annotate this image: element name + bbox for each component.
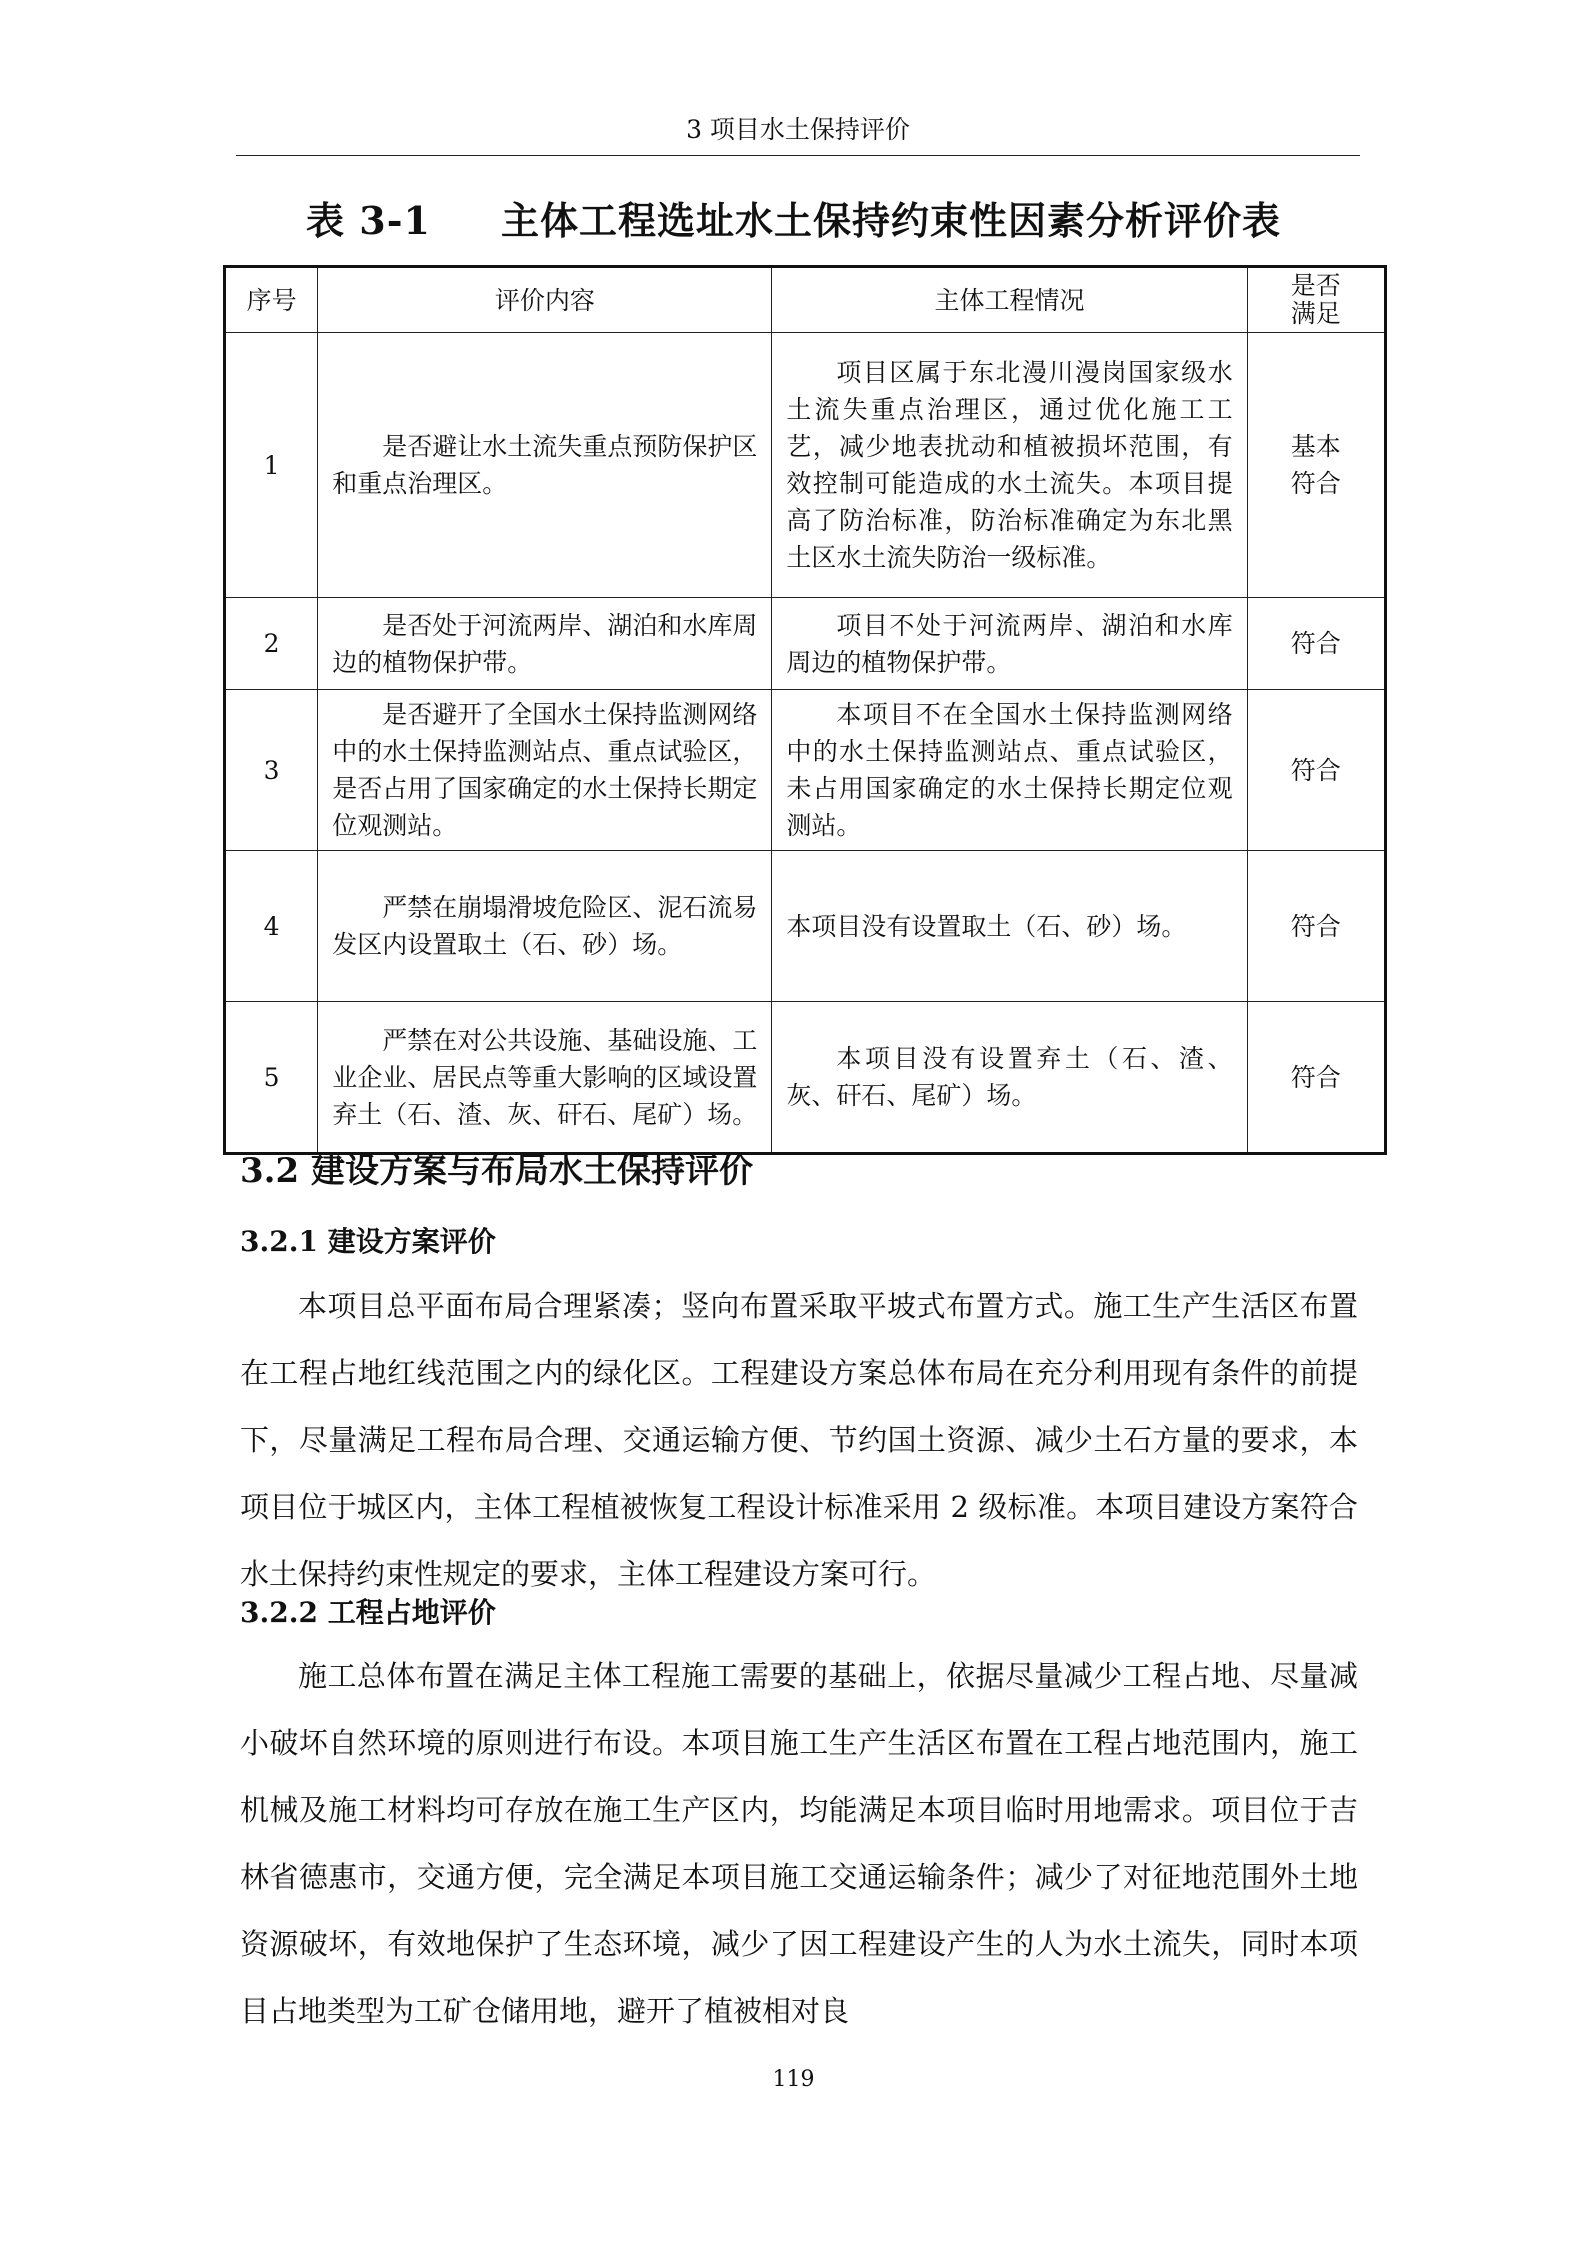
row-no: 3: [225, 690, 318, 851]
header-no: 序号: [225, 267, 318, 333]
row-result: 符合: [1247, 1002, 1385, 1154]
section-heading-3-2-1: 3.2.1 建设方案评价: [240, 1225, 496, 1258]
row-content: 是否避开了全国水土保持监测网络中的水土保持监测站点、重点试验区，是否占用了国家确定的水土保持长期定位观测站。: [318, 690, 772, 851]
row-no: 2: [225, 598, 318, 690]
section-heading-3-2-2: 3.2.2 工程占地评价: [240, 1596, 496, 1629]
row-status: 本项目没有设置取土（石、砂）场。: [772, 851, 1247, 1002]
table-caption: 主体工程选址水土保持约束性因素分析评价表: [500, 198, 1281, 243]
table-header-row: [225, 267, 1386, 333]
row-status: 项目区属于东北漫川漫岗国家级水土流失重点治理区，通过优化施工工艺，减少地表扰动和植被损坏范围，有效控制可能造成的水土流失。本项目提高了防治标准，防治标准确定为东北黑土区水土流失防治一级标准。: [772, 333, 1247, 598]
row-no: 4: [225, 851, 318, 1002]
paragraph-land-occupation: 施工总体布置在满足主体工程施工需要的基础上，依据尽量减少工程占地、尽量减小破坏自然环境的原则进行布设。本项目施工生产生活区布置在工程占地范围内，施工机械及施工材料均可存放在施工生产区内，均能满足本项目临时用地需求。项目位于吉林省德惠市，交通方便，完全满足本项目施工交通运输条件；减少了对征地范围外土地资源破坏，有效地保护了生态环境，减少了因工程建设产生的人为水土流失，同时本项目占地类型为工矿仓储用地，避开了植被相对良: [240, 1659, 1358, 2028]
table-row: [225, 851, 1386, 1002]
row-no: 1: [225, 333, 318, 598]
table-row: [225, 1002, 1386, 1154]
paragraph-construction-plan: 本项目总平面布局合理紧凑；竖向布置采取平坡式布置方式。施工生产生活区布置在工程占地红线范围之内的绿化区。工程建设方案总体布局在充分利用现有条件的前提下，尽量满足工程布局合理、交通运输方便、节约国土资源、减少土石方量的要求，本项目位于城区内，主体工程植被恢复工程设计标准采用 2 级标准。本项目建设方案符合水土保持约束性规定的要求，主体工程建设方案可行。: [240, 1289, 1358, 1591]
table-row: [225, 333, 1386, 598]
row-status: 项目不处于河流两岸、湖泊和水库周边的植物保护带。: [772, 598, 1247, 690]
table-title: [0, 190, 1587, 245]
header-status: 主体工程情况: [772, 267, 1247, 333]
section-heading-3-2: 3.2 建设方案与布局水土保持评价: [240, 1151, 753, 1191]
row-result: 符合: [1247, 690, 1385, 851]
page-number: 119: [772, 2067, 815, 2092]
header-result: 是否 满足: [1247, 267, 1385, 333]
row-result: 基本 符合: [1247, 333, 1385, 598]
row-content: 严禁在崩塌滑坡危险区、泥石流易发区内设置取土（石、砂）场。: [318, 851, 772, 1002]
evaluation-table: [223, 265, 1387, 1155]
row-status: 本项目没有设置弃土（石、渣、灰、矸石、尾矿）场。: [772, 1002, 1247, 1154]
row-result: 符合: [1247, 851, 1385, 1002]
row-status: 本项目不在全国水土保持监测网络中的水土保持监测站点、重点试验区，未占用国家确定的水土保持长期定位观测站。: [772, 690, 1247, 851]
table-row: [225, 690, 1386, 851]
row-content: 是否避让水土流失重点预防保护区和重点治理区。: [318, 333, 772, 598]
row-content: 是否处于河流两岸、湖泊和水库周边的植物保护带。: [318, 598, 772, 690]
row-result: 符合: [1247, 598, 1385, 690]
table-row: [225, 598, 1386, 690]
row-no: 5: [225, 1002, 318, 1154]
row-content: 严禁在对公共设施、基础设施、工业企业、居民点等重大影响的区域设置弃土（石、渣、灰、矸石、尾矿）场。: [318, 1002, 772, 1154]
table-number: 表 3-1: [306, 198, 431, 243]
header-content: 评价内容: [318, 267, 772, 333]
running-header: 3 项目水土保持评价: [236, 110, 1360, 156]
